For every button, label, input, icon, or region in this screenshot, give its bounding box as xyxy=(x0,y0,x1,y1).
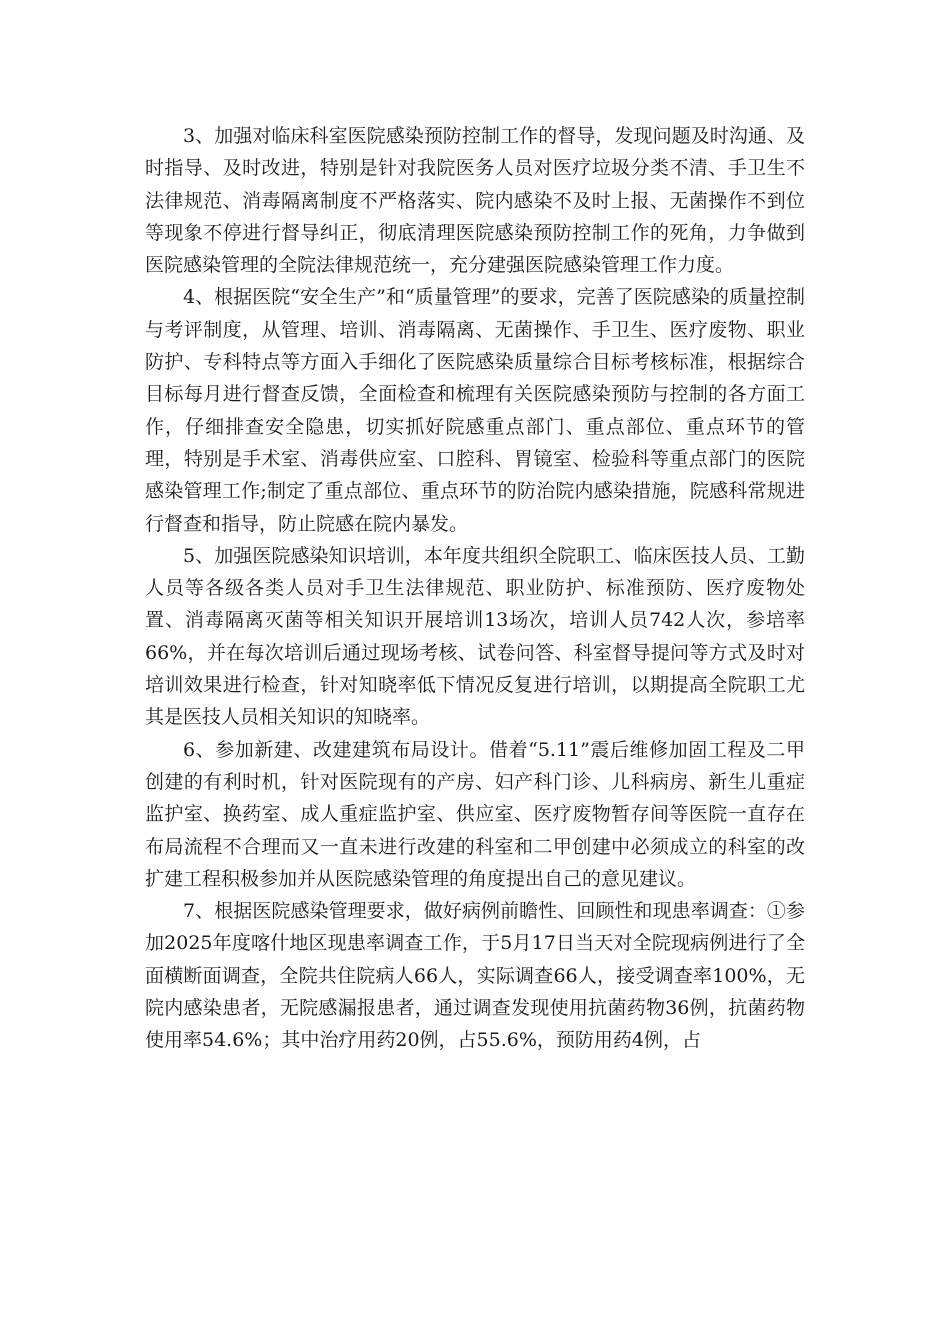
paragraph-5: 5、加强医院感染知识培训，本年度共组织全院职工、临床医技人员、工勤人员等各级各类人员对手卫生法律规范、职业防护、标准预防、医疗废物处置、消毒隔离灭菌等相关知识开展培训13场次，培训人员742人次，参培率66%，并在每次培训后通过现场考核、试卷问答、科室督导提问等方式及时对培训效果进行检查，针对知晓率低下情况反复进行培训，以期提高全院职工尤其是医技人员相关知识的知晓率。 xyxy=(145,544,805,729)
paragraph-6: 6、参加新建、改建建筑布局设计。借着“5.11”震后维修加固工程及二甲创建的有利时机，针对医院现有的产房、妇产科门诊、儿科病房、新生儿重症监护室、换药室、成人重症监护室、供应室、医疗废物暂存间等医院一直存在布局流程不合理而又一直未进行改建的科室和二甲创建中必须成立的科室的改扩建工程积极参加并从医院感染管理的角度提出自己的意见建议。 xyxy=(145,738,805,890)
paragraph-4: 4、根据医院“安全生产”和“质量管理”的要求，完善了医院感染的质量控制与考评制度，从管理、培训、消毒隔离、无菌操作、手卫生、医疗废物、职业防护、专科特点等方面入手细化了医院感染质量综合目标考核标准，根据综合目标每月进行督查反馈，全面检查和梳理有关医院感染预防与控制的各方面工作，仔细排查安全隐患，切实抓好院感重点部门、重点部位、重点环节的管理，特别是手术室、消毒供应室、口腔科、胃镜室、检验科等重点部门的医院感染管理工作;制定了重点部位、重点环节的防治院内感染措施，院感科常规进行督查和指导，防止院感在院内暴发。 xyxy=(145,286,805,535)
document-body xyxy=(145,120,805,1057)
paragraph-3: 3、加强对临床科室医院感染预防控制工作的督导，发现问题及时沟通、及时指导、及时改进，特别是针对我院医务人员对医疗垃圾分类不清、手卫生不法律规范、消毒隔离制度不严格落实、院内感染不及时上报、无菌操作不到位等现象不停进行督导纠正，彻底清理医院感染预防控制工作的死角，力争做到医院感染管理的全院法律规范统一，充分建强医院感染管理工作力度。 xyxy=(145,125,805,277)
paragraph-7: 7、根据医院感染管理要求，做好病例前瞻性、回顾性和现患率调查：①参加2025年度喀什地区现患率调查工作，于5月17日当天对全院现病例进行了全面横断面调查，全院共住院病人66人，实际调查66人，接受调查率100%，无院内感染患者，无院感漏报患者，通过调查发现使用抗菌药物36例，抗菌药物使用率54.6%；其中治疗用药20例，占55.6%，预防用药4例，占 xyxy=(145,900,805,1052)
